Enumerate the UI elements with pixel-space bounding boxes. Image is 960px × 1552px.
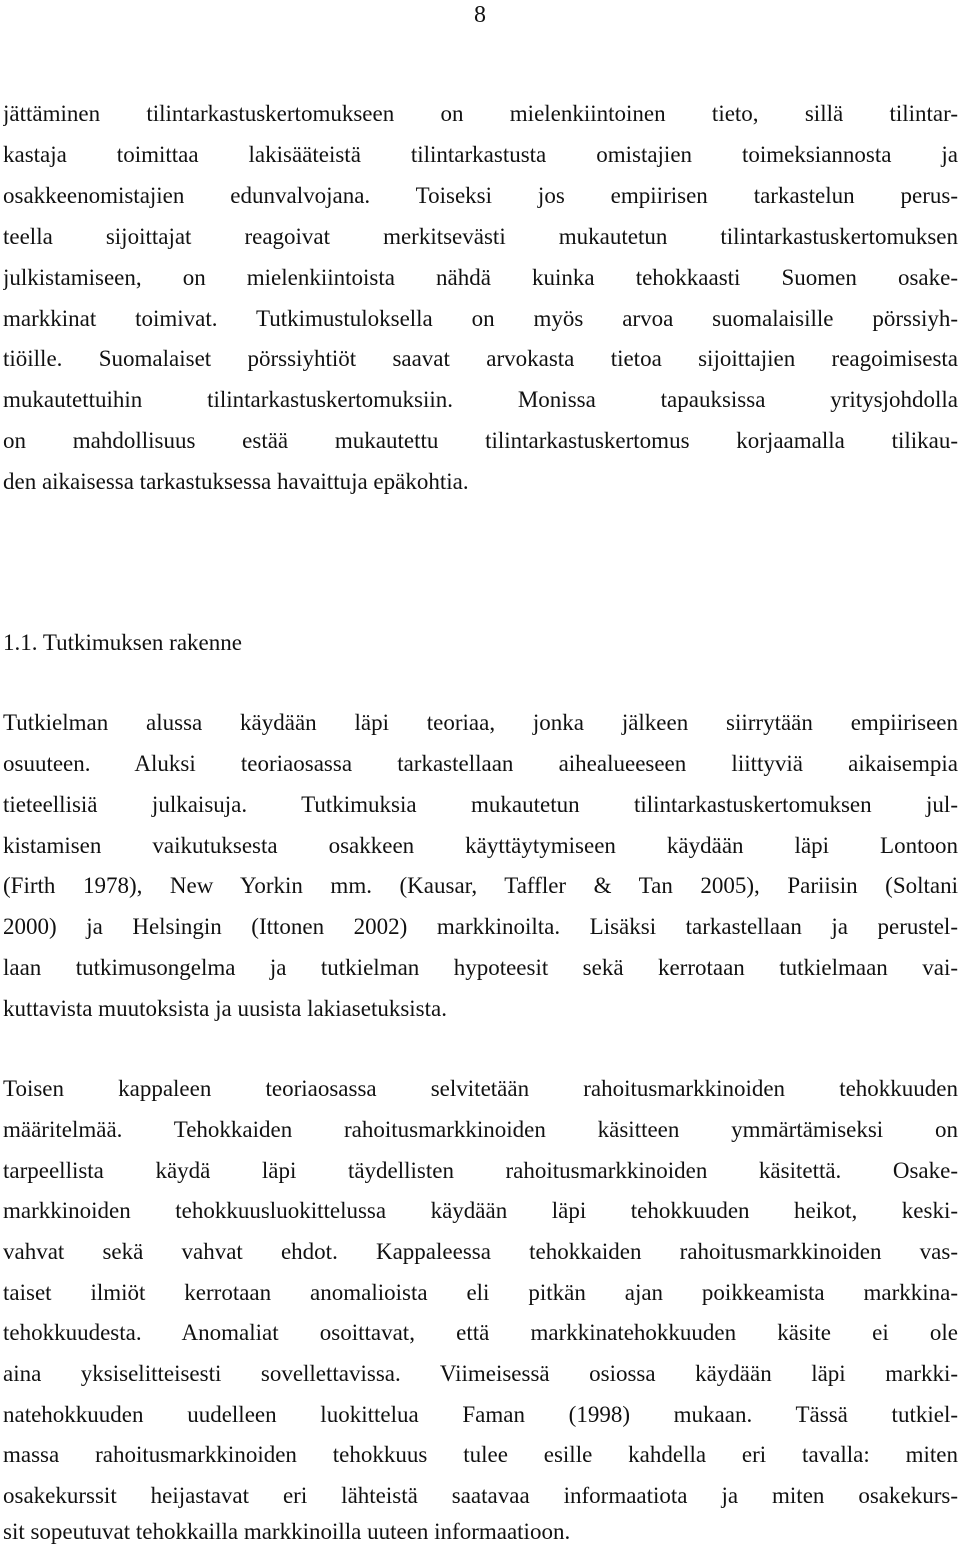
- paragraph1-line: kastaja toimittaa lakisääteistä tilintarkastusta omistajien toimeksiannosta ja: [3, 142, 958, 167]
- paragraph1-line: osakkeenomistajien edunvalvojana. Toiseksi jos empiirisen tarkastelun perus-: [3, 183, 958, 208]
- page-number: 8: [474, 2, 486, 28]
- paragraph1-line: markkinat toimivat. Tutkimustuloksella on myös arvoa suomalaisille pörssiyh-: [3, 306, 958, 331]
- paragraph3-line: osakekurssit heijastavat eri lähteistä saatavaa informaatiota ja miten osakekurs-: [3, 1483, 958, 1508]
- paragraph2-line: tieteellisiä julkaisuja. Tutkimuksia mukautetun tilintarkastuskertomuksen jul-: [3, 792, 958, 817]
- paragraph3-line: markkinoiden tehokkuusluokittelussa käydään läpi tehokkuuden heikot, keski-: [3, 1198, 958, 1223]
- paragraph3-line: vahvat sekä vahvat ehdot. Kappaleessa tehokkaiden rahoitusmarkkinoiden vas-: [3, 1239, 958, 1264]
- paragraph3-line: sit sopeutuvat tehokkailla markkinoilla uuteen informaatioon.: [3, 1519, 571, 1544]
- paragraph3-line: massa rahoitusmarkkinoiden tehokkuus tulee esille kahdella eri tavalla: miten: [3, 1442, 958, 1467]
- paragraph3-line: Toisen kappaleen teoriaosassa selvitetään rahoitusmarkkinoiden tehokkuuden: [3, 1076, 958, 1101]
- paragraph1-line: julkistamiseen, on mielenkiintoista nähdä kuinka tehokkaasti Suomen osake-: [3, 265, 958, 290]
- paragraph3-line: määritelmää. Tehokkaiden rahoitusmarkkinoiden käsitteen ymmärtämiseksi on: [3, 1117, 958, 1142]
- paragraph3-line: natehokkuuden uudelleen luokittelua Faman (1998) mukaan. Tässä tutkiel-: [3, 1402, 958, 1427]
- paragraph1-line: mukautettuihin tilintarkastuskertomuksiin. Monissa tapauksissa yritysjohdolla: [3, 387, 958, 412]
- paragraph2-line: laan tutkimusongelma ja tutkielman hypoteesit sekä kerrotaan tutkielmaan vai-: [3, 955, 958, 980]
- paragraph2-line: osuuteen. Aluksi teoriaosassa tarkastellaan aihealueeseen liittyviä aikaisempia: [3, 751, 958, 776]
- paragraph2-line: Tutkielman alussa käydään läpi teoriaa, jonka jälkeen siirrytään empiiriseen: [3, 710, 958, 735]
- paragraph1-line: den aikaisessa tarkastuksessa havaittuja epäkohtia.: [3, 469, 469, 494]
- paragraph1-line: tiöille. Suomalaiset pörssiyhtiöt saavat arvokasta tietoa sijoittajien reagoimisesta: [3, 346, 958, 371]
- paragraph3-line: aina yksiselitteisesti sovellettavissa. Viimeisessä osiossa käydään läpi markki-: [3, 1361, 958, 1386]
- paragraph3-line: taiset ilmiöt kerrotaan anomalioista eli pitkän ajan poikkeamista markkina-: [3, 1280, 958, 1305]
- paragraph3-line: tehokkuudesta. Anomaliat osoittavat, että markkinatehokkuuden käsite ei ole: [3, 1320, 958, 1345]
- section-heading: 1.1. Tutkimuksen rakenne: [3, 630, 242, 655]
- paragraph3-line: tarpeellista käydä läpi täydellisten rahoitusmarkkinoiden käsitettä. Osake-: [3, 1158, 958, 1183]
- paragraph1-line: on mahdollisuus estää mukautettu tilintarkastuskertomus korjaamalla tilikau-: [3, 428, 958, 453]
- paragraph1-line: jättäminen tilintarkastuskertomukseen on mielenkiintoinen tieto, sillä tilintar-: [3, 101, 958, 126]
- paragraph1-line: teella sijoittajat reagoivat merkitsevästi mukautetun tilintarkastuskertomuksen: [3, 224, 958, 249]
- paragraph2-line: 2000) ja Helsingin (Ittonen 2002) markkinoilta. Lisäksi tarkastellaan ja perustel-: [3, 914, 958, 939]
- paragraph2-line: (Firth 1978), New Yorkin mm. (Kausar, Taffler & Tan 2005), Pariisin (Soltani: [3, 873, 958, 898]
- paragraph2-line: kuttavista muutoksista ja uusista lakiasetuksista.: [3, 996, 447, 1021]
- paragraph2-line: kistamisen vaikutuksesta osakkeen käyttäytymiseen käydään läpi Lontoon: [3, 833, 958, 858]
